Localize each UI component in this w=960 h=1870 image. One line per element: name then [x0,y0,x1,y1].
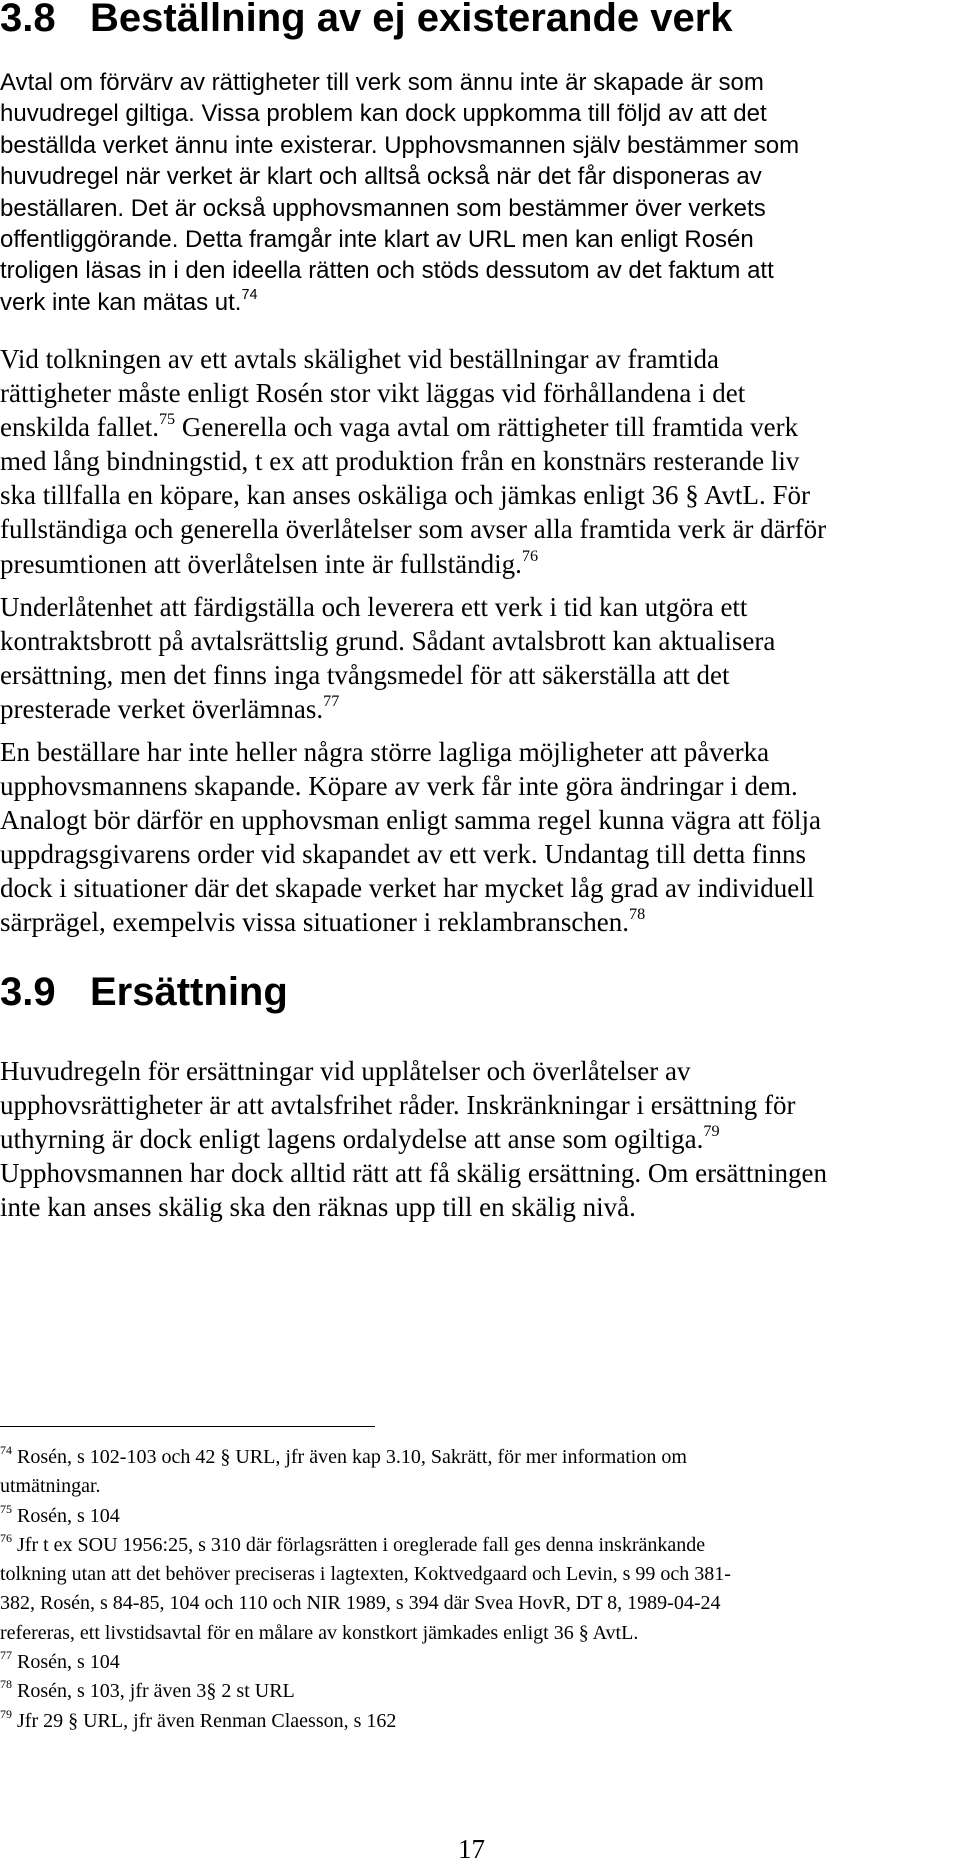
footnote-75 [0,1502,960,1531]
footnote-ref: 75 [158,410,176,429]
text-line: rättigheter måste enligt Rosén stor vikt läggas vid förhållandena i det [0,378,746,409]
text-line: med lång bindningstid, t ex att produktion från en konstnärs resterande liv [0,446,800,477]
paragraph-breach [0,590,960,726]
text-line: ska tillfalla en köpare, kan anses oskäliga och jämkas enligt 36 § AvtL. För [0,480,811,511]
text-line: offentliggörande. Detta framgår inte klart av URL men kan enligt Rosén [0,226,754,254]
footnote-number: 76 [0,1530,12,1545]
text-line: uppdragsgivarens order vid skapandet av ett verk. Undantag till detta finns [0,839,807,870]
text-line: kontraktsbrott på avtalsrättslig grund. Sådant avtalsbrott kan aktualisera [0,626,776,657]
footnote-text: Jfr t ex SOU 1956:25, s 310 där förlagsrätten i oreglerade fall ges denna inskränkande [17,1533,706,1556]
footnote-line [0,1648,960,1677]
footnote-ref: 78 [629,905,646,924]
footnote-text: Rosén, s 103, jfr även 3§ 2 st URL [17,1680,295,1703]
text-line: troligen läsas in i den ideella rätten och stöds dessutom av det faktum att [0,257,774,285]
footnote-text: Rosén, s 104 [17,1651,120,1674]
section-number: 3.9 [0,970,56,1014]
section-number: 3.8 [0,0,56,40]
text-fragment: presterade verket överlämnas. [0,694,324,725]
footnote-number: 75 [0,1501,12,1516]
section-title: Ersättning [90,970,288,1014]
text-line: dock i situationer där det skapade verket har mycket låg grad av individuell [0,873,815,904]
text-line: Underlåtenhet att färdigställa och leverera ett verk i tid kan utgöra ett [0,592,748,622]
footnote-line [0,1531,960,1560]
footnote-line: refereras, ett livstidsavtal för en målare av konstkort jämkades enligt 36 § AvtL. [0,1621,639,1644]
section-heading-3-9 [0,968,288,1016]
footnote-ref: 74 [241,287,258,304]
footnote-text: Rosén, s 104 [17,1504,120,1527]
footnote-line [0,1677,960,1706]
footnote-number: 77 [0,1648,12,1663]
text-line [0,410,960,444]
text-line: ersättning, men det finns inga tvångsmedel för att säkerställa att det [0,660,730,691]
footnote-76 [0,1531,960,1648]
text-line: huvudregel när verket är klart och alltså också när det får disponeras av [0,163,762,191]
paragraph-orderer [0,735,960,940]
section-title: Beställning av ej existerande verk [90,0,733,40]
footnote-line [0,1502,960,1531]
section-heading-3-8 [0,0,733,42]
text-line: upphovsmannens skapande. Köpare av verk får inte göra ändringar i dem. [0,771,798,802]
text-line: beställaren. Det är också upphovsmannen som bestämmer över verkets [0,194,766,222]
text-fragment: uthyrning är dock enligt lagens ordalydelse att anse som ogiltiga. [0,1124,704,1155]
footnote-ref: 77 [323,692,340,711]
footnote-ref: 79 [703,1122,720,1141]
paragraph-reasonableness [0,342,960,581]
footnote-line: 382, Rosén, s 84-85, 104 och 110 och NIR 1989, s 394 där Svea HovR, DT 8, 1989-04-24 [0,1592,721,1615]
footnote-number: 74 [0,1443,12,1457]
text-fragment: Generella och vaga avtal om rättigheter till framtida verk [175,412,799,443]
text-line: Analogt bör därför en upphovsman enligt samma regel kunna vägra att följa [0,805,821,836]
text-line [0,547,960,581]
text-line: huvudregel giltiga. Vissa problem kan dock uppkomma till följd av att det [0,100,767,128]
footnote-74 [0,1443,960,1502]
footnote-text: Jfr 29 § URL, jfr även Renman Claesson, s 162 [17,1709,397,1732]
footnote-text: Rosén, s 102-103 och 42 § URL, jfr även kap 3.10, Sakrätt, för mer information om [17,1446,687,1468]
text-line [0,692,960,726]
footnote-number: 78 [0,1677,12,1692]
footnote-78 [0,1677,960,1706]
footnote-number: 79 [0,1706,12,1721]
paragraph-future-works [0,67,960,318]
footnote-77 [0,1648,960,1677]
text-line: beställda verket ännu inte existerar. Upphovsmannen själv bestämmer som [0,131,800,159]
text-line [0,287,960,318]
text-line: fullständiga och generella överlåtelser som avser alla framtida verk är därför [0,514,827,545]
text-fragment: presumtionen att överlåtelsen inte är fullständig. [0,548,522,579]
text-line [0,1122,960,1156]
paragraph-compensation [0,1054,960,1224]
text-line: Upphovsmannen har dock alltid rätt att få skälig ersättning. Om ersättningen [0,1158,828,1189]
text-line: Vid tolkningen av ett avtals skälighet vid beställningar av framtida [0,344,719,374]
text-line: Huvudregeln för ersättningar vid upplåtelser och överlåtelser av [0,1056,691,1086]
text-fragment: särprägel, exempelvis vissa situationer i reklambranschen. [0,907,630,938]
footnotes [0,1443,960,1736]
text-line: upphovsrättigheter är att avtalsfrihet råder. Inskränkningar i ersättning för [0,1090,796,1121]
footnote-79 [0,1707,960,1736]
text-fragment: enskilda fallet. [0,412,159,443]
footnote-line: tolkning utan att det behöver preciseras i lagtexten, Koktvedgaard och Levin, s 99 och 381- [0,1563,731,1586]
footnote-separator [0,1426,375,1427]
text-line [0,905,960,939]
text-line: inte kan anses skälig ska den räknas upp till en skälig nivå. [0,1192,636,1223]
footnote-line: utmätningar. [0,1475,101,1498]
footnote-line [0,1443,960,1472]
footnote-line [0,1707,960,1736]
text-line: En beställare har inte heller några större lagliga möjligheter att påverka [0,737,770,767]
page-number: 17 [458,1834,485,1864]
footnote-ref: 76 [521,546,539,565]
text-fragment: verk inte kan mätas ut. [0,288,242,316]
text-line: Avtal om förvärv av rättigheter till verk som ännu inte är skapade är som [0,69,764,96]
